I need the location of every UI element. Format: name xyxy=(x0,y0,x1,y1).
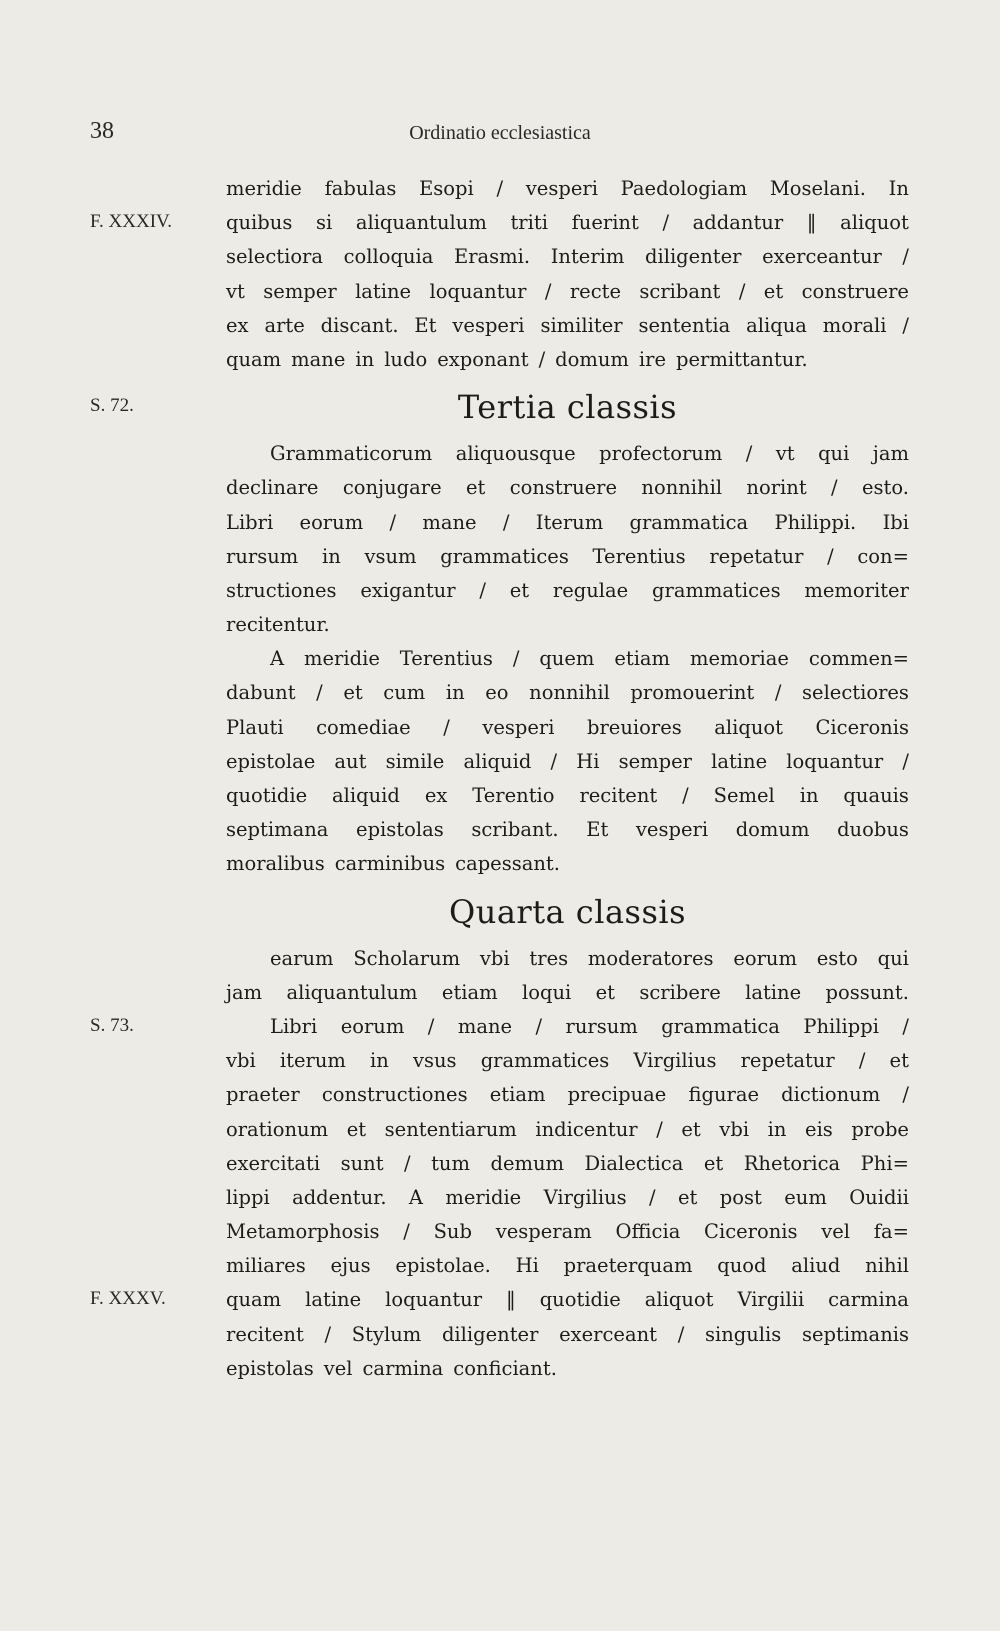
text-line: earum Scholarum vbi tres moderatores eorum esto qui xyxy=(270,946,909,970)
text-line: quotidie aliquid ex Terentio recitent / Semel in quauis xyxy=(226,784,909,807)
text-line: ex arte discant. Et vesperi similiter sententia aliqua morali / xyxy=(226,313,909,337)
section-heading: Quarta classis xyxy=(448,892,687,931)
text-line: vbi iterum in vsus grammatices Virgilius repetatur / et xyxy=(226,1049,909,1073)
text-line: Libri eorum / mane / Iterum grammatica Philippi. Ibi xyxy=(226,510,909,534)
text-line: epistolae aut simile aliquid / Hi semper latine loquantur / xyxy=(226,749,909,773)
running-head: Ordinatio ecclesiastica xyxy=(409,122,591,144)
text-line: recitentur. xyxy=(226,613,330,637)
text-line: Plauti comediae / vesperi breuiores aliquot Ciceronis xyxy=(226,715,909,739)
text-line: Libri eorum / mane / rursum grammatica Philippi / xyxy=(270,1014,909,1038)
text-line: lippi addentur. A meridie Virgilius / et post eum Ouidii xyxy=(226,1185,909,1209)
text-line: recitent / Stylum diligenter exerceant / singulis septimanis xyxy=(226,1322,909,1346)
section-heading: Tertia classis xyxy=(457,388,678,427)
text-line: exercitati sunt / tum demum Dialectica et Rhetorica Phi= xyxy=(226,1151,909,1175)
text-line: quibus si aliquantulum triti fuerint / addantur ‖ aliquot xyxy=(226,211,909,235)
text-line: vt semper latine loquantur / recte scribant / et construere xyxy=(226,279,909,303)
text-line: rursum in vsum grammatices Terentius repetatur / con= xyxy=(226,544,909,568)
margin-note: F. XXXIV. xyxy=(90,211,173,232)
margin-note: S. 72. xyxy=(90,395,134,416)
text-line: septimana epistolas scribant. Et vesperi domum duobus xyxy=(226,818,909,842)
text-line: dabunt / et cum in eo nonnihil promouerint / selectiores xyxy=(226,681,909,705)
text-body xyxy=(226,172,909,1386)
text-line: Metamorphosis / Sub vesperam Officia Ciceronis vel fa= xyxy=(226,1220,909,1244)
page-number: 38 xyxy=(90,118,114,144)
text-line: A meridie Terentius / quem etiam memoriae commen= xyxy=(270,647,909,671)
text-line: praeter constructiones etiam precipuae figurae dictionum / xyxy=(226,1083,909,1107)
text-line: selectiora colloquia Erasmi. Interim diligenter exerceantur / xyxy=(226,245,909,269)
text-line: quam latine loquantur ‖ quotidie aliquot Virgilii carmina xyxy=(226,1288,909,1312)
text-line: meridie fabulas Esopi / vesperi Paedologiam Moselani. In xyxy=(226,177,909,200)
text-line: quam mane in ludo exponant / domum ire permittantur. xyxy=(226,347,808,371)
margin-note: F. XXXV. xyxy=(90,1288,166,1309)
text-line: orationum et sententiarum indicentur / et vbi in eis probe xyxy=(226,1117,909,1141)
text-line: structiones exigantur / et regulae grammatices memoriter xyxy=(226,578,909,602)
text-line: Grammaticorum aliquousque profectorum / vt qui jam xyxy=(270,442,909,466)
text-line: miliares ejus epistolae. Hi praeterquam quod aliud nihil xyxy=(226,1254,909,1278)
text-line: epistolas vel carmina conficiant. xyxy=(226,1356,557,1380)
text-line: declinare conjugare et construere nonnihil norint / esto. xyxy=(226,476,909,500)
text-line: jam aliquantulum etiam loqui et scribere latine possunt. xyxy=(226,980,909,1004)
text-line: moralibus carminibus capessant. xyxy=(226,852,560,876)
margin-note: S. 73. xyxy=(90,1015,134,1036)
